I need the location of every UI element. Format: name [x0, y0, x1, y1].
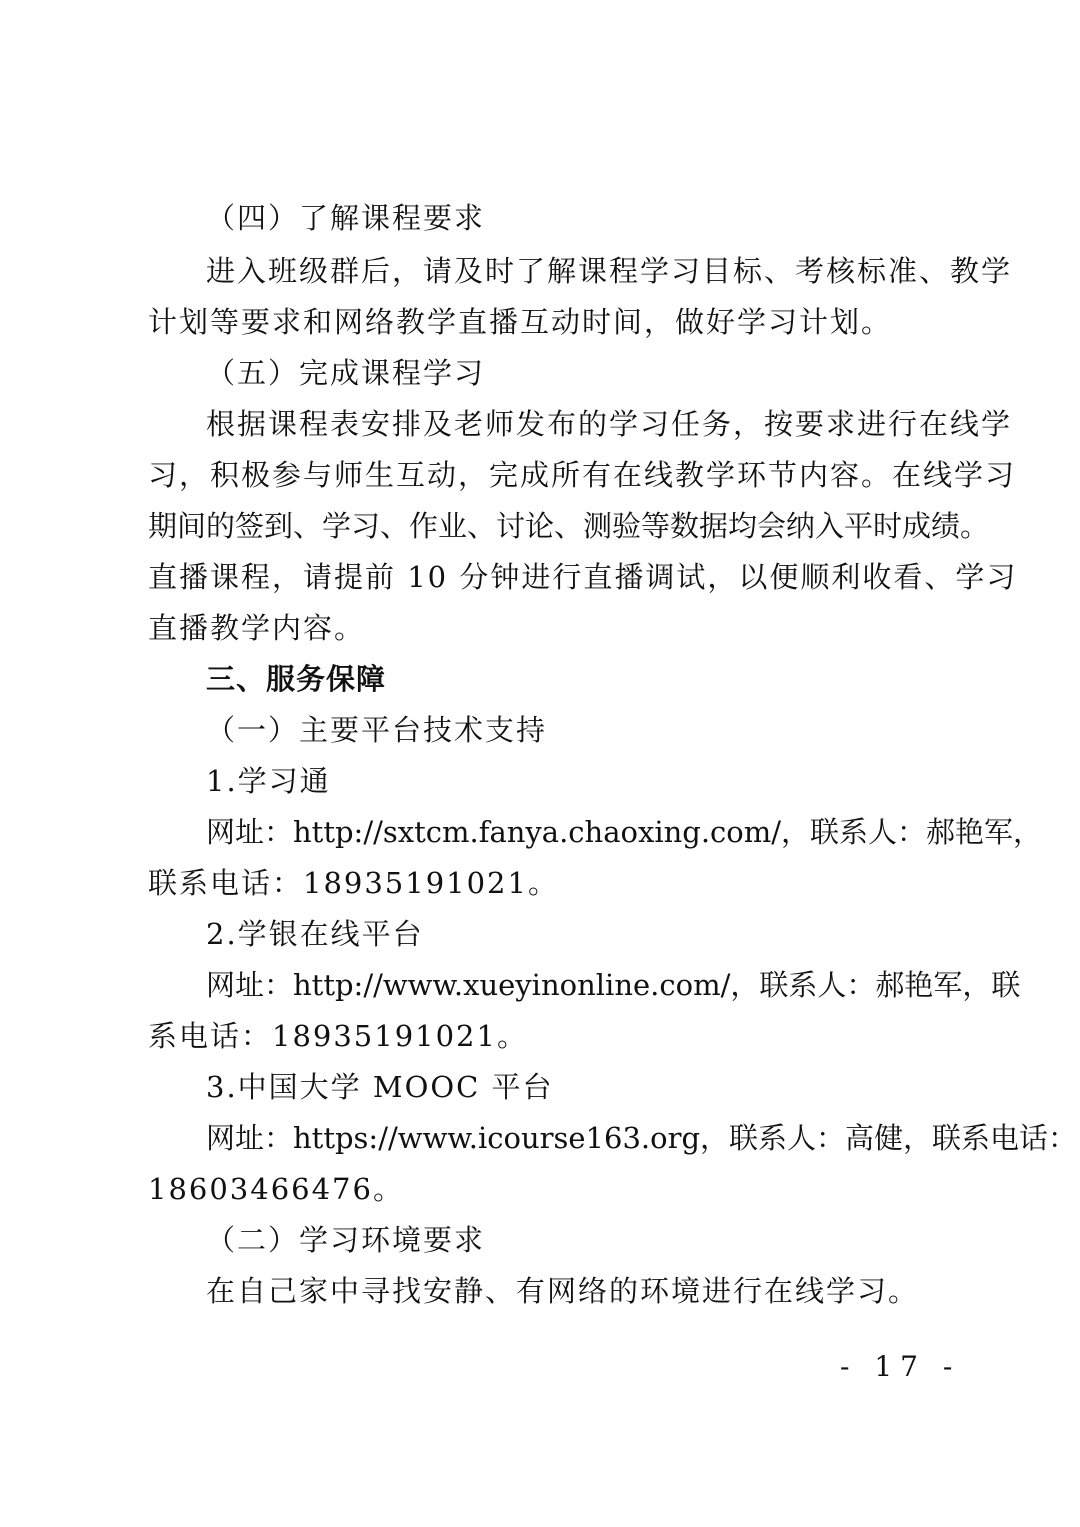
- paragraph-line: 直播教学内容。: [148, 611, 366, 645]
- section-heading-service-support: 三、服务保障: [206, 662, 387, 696]
- paragraph-line: 网址：https://www.icourse163.org，联系人：高健，联系电话：: [206, 1121, 1078, 1155]
- list-item-xueyin-online: 2.学银在线平台: [206, 917, 424, 951]
- paragraph-line: 18603466476。: [148, 1172, 404, 1206]
- paragraph-line: 习，积极参与师生互动，完成所有在线教学环节内容。在线学习: [148, 458, 1017, 492]
- subheading-complete-course-study: （五）完成课程学习: [206, 356, 486, 390]
- paragraph-line: 网址：http://www.xueyinonline.com/，联系人：郝艳军，联: [206, 968, 1021, 1002]
- paragraph-line: 联系电话：18935191021。: [148, 866, 559, 900]
- page-number: - 17 -: [840, 1350, 961, 1383]
- paragraph-line: 直播课程，请提前 10 分钟进行直播调试，以便顺利收看、学习: [148, 560, 1018, 594]
- subheading-learning-environment: （二）学习环境要求: [206, 1223, 486, 1257]
- list-item-china-university-mooc: 3.中国大学 MOOC 平台: [206, 1070, 554, 1104]
- paragraph-line: 根据课程表安排及老师发布的学习任务，按要求进行在线学: [206, 407, 1013, 441]
- paragraph-line: 进入班级群后，请及时了解课程学习目标、考核标准、教学: [206, 254, 1013, 288]
- paragraph-line: 期间的签到、学习、作业、讨论、测验等数据均会纳入平时成绩。: [148, 509, 990, 543]
- paragraph-line: 在自己家中寻找安静、有网络的环境进行在线学习。: [206, 1274, 920, 1308]
- list-item-xuexitong: 1.学习通: [206, 764, 331, 798]
- subheading-platform-technical-support: （一）主要平台技术支持: [206, 713, 548, 747]
- paragraph-line: 计划等要求和网络教学直播互动时间，做好学习计划。: [148, 305, 893, 339]
- paragraph-line: 网址：http://sxtcm.fanya.chaoxing.com/，联系人：郝艳军，: [206, 815, 1043, 849]
- subheading-understand-course-requirements: （四）了解课程要求: [206, 201, 486, 235]
- paragraph-line: 系电话：18935191021。: [148, 1019, 528, 1053]
